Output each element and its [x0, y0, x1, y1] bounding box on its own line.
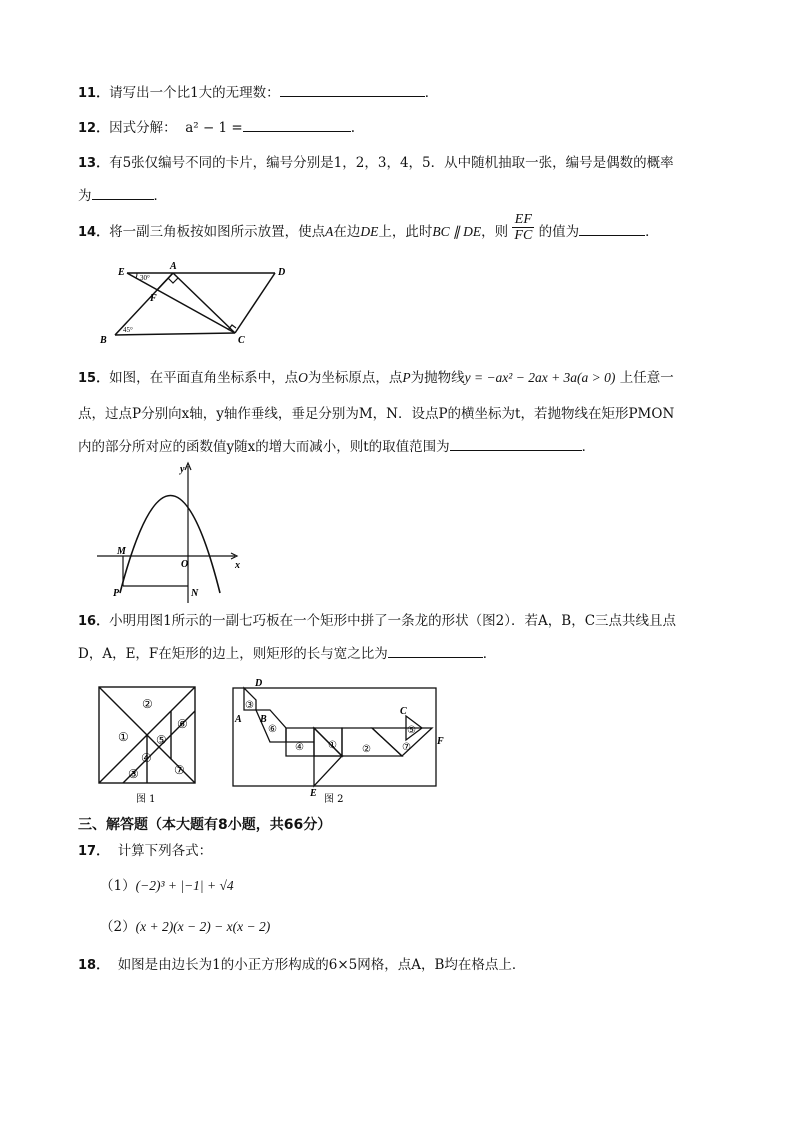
answer-blank[interactable]: [450, 436, 582, 451]
label-A: A: [170, 261, 177, 272]
question-text: 在边: [333, 224, 361, 240]
label-A: A: [235, 714, 242, 725]
angle-45-label: 45°: [123, 326, 133, 334]
parabola-equation: y = −ax² − 2ax + 3a(a > 0): [464, 370, 616, 385]
var: P: [402, 370, 411, 385]
var: DE: [360, 224, 379, 239]
question-14: [78, 212, 659, 243]
var: O: [298, 370, 308, 385]
angle-30-label: 30°: [140, 274, 150, 282]
question-15-line1: [78, 368, 674, 389]
label-E: E: [310, 788, 317, 799]
question-text: 点，过点P分别向x轴，y轴作垂线，垂足分别为M，N．设点P的横坐标为t，若抛物线在矩形PMON: [78, 406, 675, 422]
question-17-part-1: [100, 876, 234, 896]
parabola-figure: [95, 458, 255, 606]
piece-1: ①: [328, 740, 337, 751]
question-text: 为: [78, 188, 92, 204]
expression: (x + 2)(x − 2) − x(x − 2): [135, 919, 271, 934]
question-11: [78, 82, 438, 104]
question-number: 12．: [78, 121, 110, 136]
question-text: 小明用图1所示的一副七巧板在一个矩形中拼了一条龙的形状（图2）．若A，B，C三点共线且点: [109, 613, 677, 629]
label-C: C: [400, 706, 407, 717]
answer-blank[interactable]: [243, 117, 351, 132]
question-18: [78, 955, 525, 976]
question-number: 14．: [78, 225, 110, 240]
expression: a² − 1 =: [185, 120, 243, 136]
label-P: P: [113, 588, 120, 599]
piece-6: ⑥: [177, 717, 188, 731]
punct: ．: [482, 646, 497, 662]
question-13-line2: [78, 185, 167, 206]
question-text: 为坐标原点，点: [307, 370, 403, 386]
piece-4: ④: [295, 742, 304, 753]
answer-blank[interactable]: [579, 221, 645, 236]
figure-1-caption: 图 1: [136, 794, 156, 805]
expression: (−2)³ + |−1| + √4: [135, 878, 234, 893]
label-B: B: [100, 335, 107, 346]
fraction: [512, 212, 534, 243]
question-text: 如图是由边长为1的小正方形构成的6×5网格，点A，B均在格点上．: [117, 957, 526, 973]
question-text: 的值为: [538, 224, 580, 240]
piece-3: ③: [128, 767, 139, 781]
answer-blank[interactable]: [280, 82, 425, 97]
question-16-line2: [78, 643, 496, 664]
piece-4: ④: [141, 751, 152, 765]
label-C: C: [238, 335, 245, 346]
question-number: 17．: [78, 844, 110, 859]
question-text: 上任意一: [619, 370, 674, 386]
punct: ．: [153, 188, 167, 204]
question-text: 有5张仅编号不同的卡片，编号分别是1，2，3，4，5．从中随机抽取一张，编号是偶数的概率: [109, 155, 674, 171]
question-text: ，则: [481, 224, 509, 240]
question-15-line2: [78, 404, 674, 424]
triangle-figure: [95, 258, 295, 348]
label-M: M: [117, 546, 126, 557]
piece-2: ②: [142, 697, 153, 711]
question-text: 内的部分所对应的函数值y随x的增大而减小，则t的取值范围为: [78, 439, 450, 455]
figure-2-caption: 图 2: [324, 794, 344, 805]
question-text: 为抛物线: [410, 370, 465, 386]
question-text: 上，此时: [378, 224, 433, 240]
piece-5: ⑤: [407, 725, 416, 736]
part-label: （2）: [100, 919, 136, 935]
answer-blank[interactable]: [388, 643, 483, 658]
piece-7: ⑦: [174, 763, 185, 777]
punct: ．: [645, 224, 659, 240]
label-F: F: [437, 736, 444, 747]
piece-3: ③: [245, 700, 254, 711]
label-F: F: [150, 293, 157, 304]
question-13-line1: [78, 153, 674, 174]
question-number: 11．: [78, 86, 110, 101]
part-label: （1）: [100, 878, 136, 894]
question-number: 15．: [78, 371, 110, 386]
label-y: y: [180, 464, 185, 475]
question-17-part-2: [100, 917, 270, 937]
question-text: D，A，E，F在矩形的边上，则矩形的长与宽之比为: [78, 646, 388, 662]
question-text: 如图，在平面直角坐标系中，点: [109, 370, 299, 386]
piece-1: ①: [118, 730, 129, 744]
piece-7: ⑦: [402, 742, 411, 753]
question-text: 请写出一个比1大的无理数：: [109, 85, 280, 101]
answer-blank[interactable]: [92, 185, 154, 200]
label-E: E: [118, 267, 125, 278]
punct: ．: [581, 439, 596, 455]
label-D: D: [278, 267, 286, 278]
punct: .: [350, 120, 356, 136]
piece-2: ②: [362, 744, 371, 755]
label-D: D: [255, 678, 263, 689]
label-N: N: [191, 588, 199, 599]
question-number: 18．: [78, 958, 110, 973]
question-number: 13．: [78, 156, 110, 171]
question-17: [78, 841, 212, 862]
question-text: 计算下列各式：: [117, 843, 213, 859]
punct: ．: [424, 85, 439, 101]
tangram-figure-1: [98, 686, 198, 806]
question-text: 将一副三角板按如图所示放置，使点: [109, 224, 326, 240]
question-text: 因式分解：: [109, 120, 177, 136]
question-16-line1: [78, 611, 676, 632]
section-title: 三、解答题（本大题有8小题，共66分）: [78, 817, 332, 833]
numerator: EF: [512, 212, 534, 228]
piece-6: ⑥: [268, 724, 277, 735]
label-O: O: [181, 559, 189, 570]
piece-5: ⑤: [156, 733, 167, 747]
label-B: B: [260, 714, 267, 725]
question-12: [78, 117, 355, 139]
question-number: 16．: [78, 614, 110, 629]
label-x: x: [235, 560, 240, 571]
tangram-dragon-figure-2: [232, 676, 442, 810]
condition: BC ∥ DE: [432, 224, 482, 239]
var: A: [325, 224, 334, 239]
question-15-line3: [78, 436, 595, 457]
denominator: FC: [514, 228, 533, 243]
